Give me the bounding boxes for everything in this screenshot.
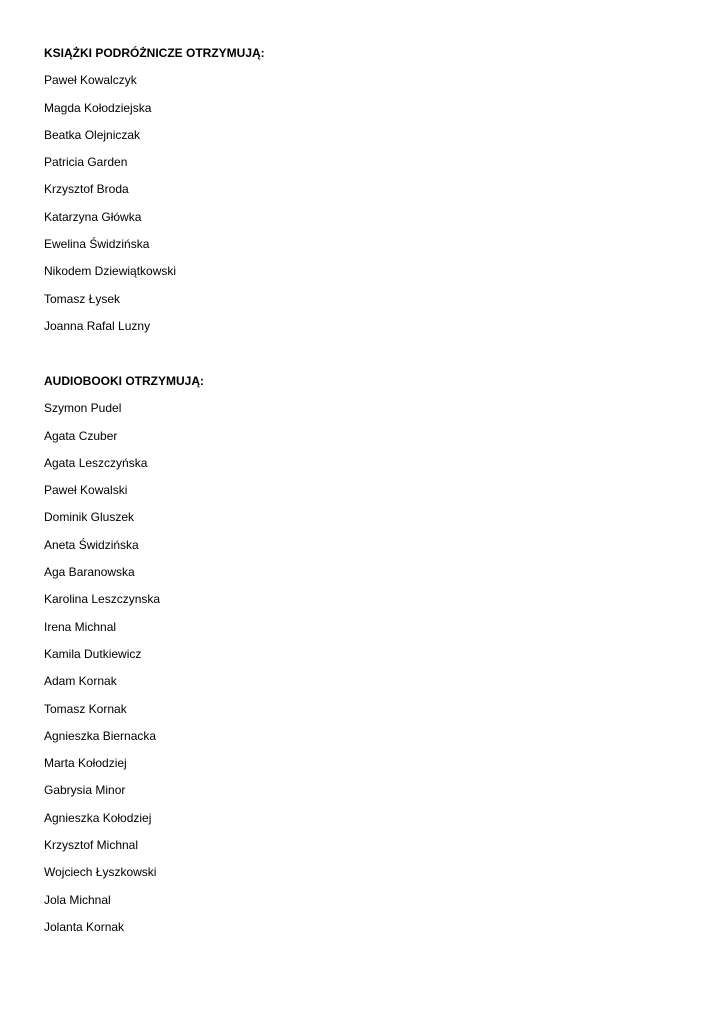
- list-item: Krzysztof Broda: [44, 182, 129, 197]
- audiobooks-list: [44, 399, 204, 936]
- list-item: Joanna Rafal Luzny: [44, 318, 151, 333]
- list-item: Irena Michnal: [44, 619, 117, 634]
- list-item: Kamila Dutkiewicz: [44, 646, 142, 661]
- list-item: Agata Czuber: [44, 428, 118, 443]
- list-item: Magda Kołodziejska: [44, 100, 152, 115]
- list-item: Marta Kołodziej: [44, 756, 127, 771]
- list-item: Krzysztof Michnal: [44, 838, 139, 853]
- audiobooks-section: [44, 372, 204, 936]
- list-item: Adam Kornak: [44, 674, 117, 689]
- list-item: Aneta Świdzińska: [44, 537, 139, 552]
- list-item: Jolanta Kornak: [44, 919, 125, 934]
- list-item: Dominik Gluszek: [44, 510, 135, 525]
- list-item: Paweł Kowalski: [44, 483, 128, 498]
- list-item: Paweł Kowalczyk: [44, 73, 137, 88]
- list-item: Agnieszka Kołodziej: [44, 810, 152, 825]
- list-item: Aga Baranowska: [44, 565, 135, 580]
- list-item: Tomasz Kornak: [44, 701, 127, 716]
- travel-books-heading: KSIĄŻKI PODRÓŻNICZE OTRZYMUJĄ:: [44, 46, 265, 60]
- audiobooks-heading: AUDIOBOOKI OTRZYMUJĄ:: [44, 374, 204, 388]
- list-item: Tomasz Łysek: [44, 291, 121, 306]
- travel-books-section: [44, 44, 265, 335]
- list-item: Katarzyna Główka: [44, 209, 142, 224]
- list-item: Agnieszka Biernacka: [44, 728, 157, 743]
- list-item: Beatka Olejniczak: [44, 127, 141, 142]
- list-item: Szymon Pudel: [44, 401, 122, 416]
- list-item: Agata Leszczyńska: [44, 455, 148, 470]
- list-item: Gabrysia Minor: [44, 783, 126, 798]
- list-item: Patricia Garden: [44, 155, 128, 170]
- list-item: Ewelina Świdzińska: [44, 237, 150, 252]
- list-item: Karolina Leszczynska: [44, 592, 161, 607]
- travel-books-list: [44, 71, 265, 335]
- list-item: Nikodem Dziewiątkowski: [44, 264, 177, 279]
- list-item: Wojciech Łyszkowski: [44, 865, 157, 880]
- list-item: Jola Michnal: [44, 892, 111, 907]
